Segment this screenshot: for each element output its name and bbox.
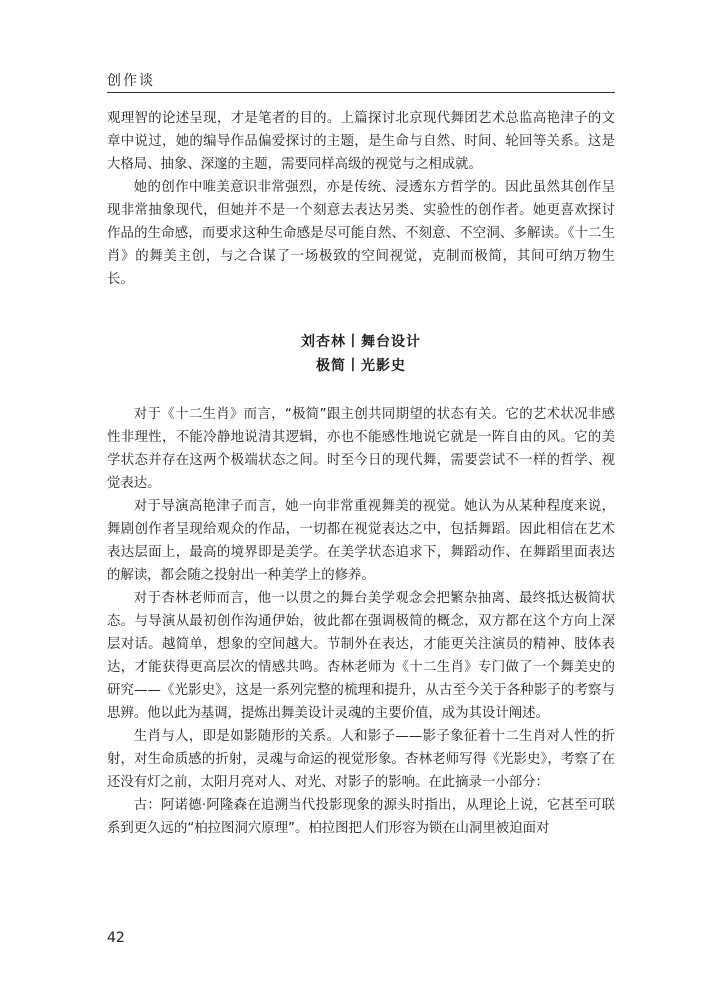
paragraph: 古：阿诺德·阿隆森在追溯当代投影现象的源头时指出，从理论上说，它甚至可联系到更久远的“柏拉图洞穴原理”。柏拉图把人们形容为锁在山洞里被迫面对 xyxy=(107,798,615,836)
paragraph: 对于导演高艳津子而言，她一向非常重视舞美的视觉。她认为从某种程度来说，舞剧创作者呈现给观众的作品，一切都在视觉表达之中，包括舞蹈。因此相信在艺术表达层面上，最高的境界即是美学。在美学状态追求下，舞蹈动作、在舞蹈里面表达的解读，都会随之投射出一种美学上的修养。 xyxy=(107,499,615,583)
paragraph-continued: 观理智的论述呈现，才是笔者的目的。上篇探讨北京现代舞团艺术总监高艳津子的文章中说过，她的编导作品偏爱探讨的主题，是生命与自然、时间、轮回等关系。这是大格局、抽象、深邃的主题，需要同样高级的视觉与之相成就。 xyxy=(107,111,615,172)
paragraph: 对于杏林老师而言，他一以贯之的舞台美学观念会把繁杂抽离、最终抵达极简状态。与导演从最初创作沟通伊始，彼此都在强调极简的概念，双方都在这个方向上深层对话。越简单，想象的空间越大。节制外在表达，才能更关注演员的精神、肢体表达，才能获得更高层次的情感共鸣。杏林老师为《十二生肖》专门做了一个舞美史的研究——《光影史》，这是一系列完整的梳理和提升，从古至今关于各种影子的考察与思辨。他以此为基调，提炼出舞美设计灵魂的主要价值，成为其设计阐述。 xyxy=(107,591,615,721)
section-heading-title: 刘杏林丨舞台设计 xyxy=(301,334,421,350)
paragraph: 对于《十二生肖》而言，“极简”跟主创共同期望的状态有关。它的艺术状况非感性非理性，不能冷静地说清其逻辑，亦也不能感性地说它就是一阵自由的风。它的美学状态并存在这两个极端状态之间。时至今日的现代舞，需要尝试不一样的哲学、视觉表达。 xyxy=(107,407,615,491)
body-block-section xyxy=(107,403,615,840)
paragraph: 生肖与人，即是如影随形的关系。人和影子——影子象征着十二生肖对人性的折射，对生命质感的折射，灵魂与命运的视觉形象。杏林老师写得《光影史》，考察了在还没有灯之前，太阳月亮对人、对光、对影子的影响。在此摘录一小部分： xyxy=(107,729,615,790)
page-number: 42 xyxy=(107,930,125,946)
header-rule xyxy=(107,92,615,93)
body-block-top xyxy=(107,107,615,291)
section-heading-subtitle: 极简丨光影史 xyxy=(316,358,406,374)
running-header: 创作谈 xyxy=(107,73,155,89)
paragraph: 她的创作中唯美意识非常强烈，亦是传统、浸透东方哲学的。因此虽然其创作呈现非常抽象现代，但她并不是一个刻意去表达另类、实验性的创作者。她更喜欢探讨作品的生命感，而要求这种生命感是尽可能自然、不刻意、不空洞、多解读。《十二生肖》的舞美主创，与之合谋了一场极致的空间视觉，克制而极简，其间可纳万物生长。 xyxy=(107,180,615,287)
